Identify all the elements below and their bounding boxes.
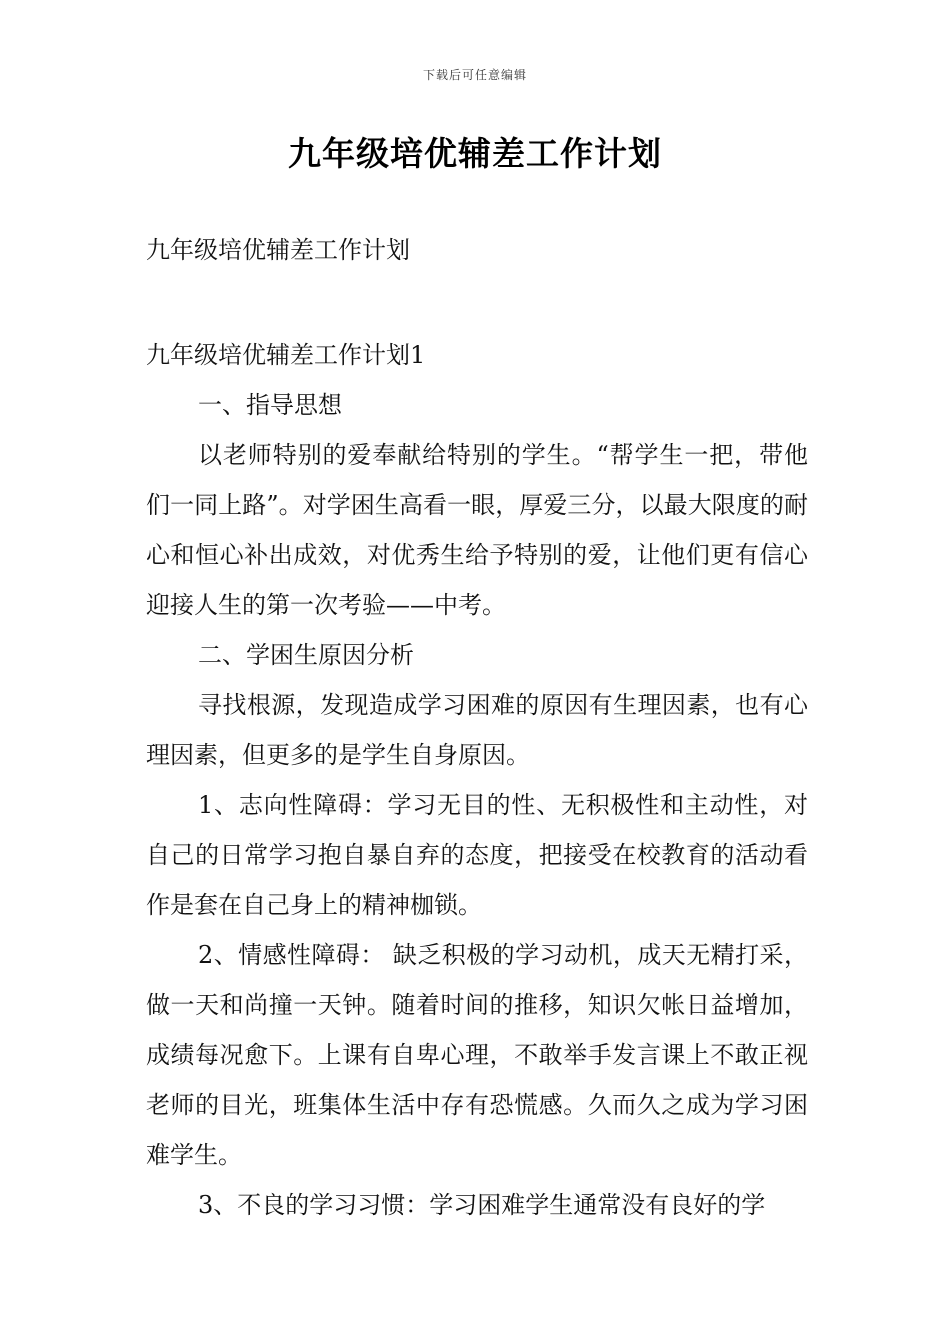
section-heading-cause-analysis: 二、学困生原因分析 xyxy=(198,641,414,669)
document-subtitle: 九年级培优辅差工作计划 xyxy=(146,236,410,264)
paragraph-will-obstacle: 1、志向性障碍：学习无目的性、无积极性和主动性，对自己的日常学习抱自暴自弃的态度，把接受在校教育的活动看作是套在自己身上的精神枷锁。 xyxy=(146,791,808,919)
paragraph-guiding-thought: 以老师特别的爱奉献给特别的学生。“帮学生一把，带他们一同上路”。对学困生高看一眼，厚爱三分，以最大限度的耐心和恒心补出成效，对优秀生给予特别的爱，让他们更有信心迎接人生的第一次考验——中考。 xyxy=(146,441,808,619)
document-body xyxy=(146,330,808,1230)
section-heading-guiding-thought: 一、指导思想 xyxy=(198,391,342,419)
paragraph-cause-analysis: 寻找根源，发现造成学习困难的原因有生理因素，也有心理因素，但更多的是学生自身原因。 xyxy=(146,691,808,769)
document-title: 九年级培优辅差工作计划 xyxy=(288,134,662,173)
paragraph-emotion-obstacle: 2、情感性障碍： 缺乏积极的学习动机，成天无精打采，做一天和尚撞一天钟。随着时间的推移，知识欠帐日益增加，成绩每况愈下。上课有自卑心理，不敢举手发言课上不敢正视老师的目光，班集体生活中存有恐慌感。久而久之成为学习困难学生。 xyxy=(146,941,808,1169)
header-note: 下载后可任意编辑 xyxy=(422,68,527,82)
paragraph-bad-habits: 3、不良的学习习惯：学习困难学生通常没有良好的学 xyxy=(198,1191,766,1219)
plan-heading: 九年级培优辅差工作计划1 xyxy=(146,341,426,369)
